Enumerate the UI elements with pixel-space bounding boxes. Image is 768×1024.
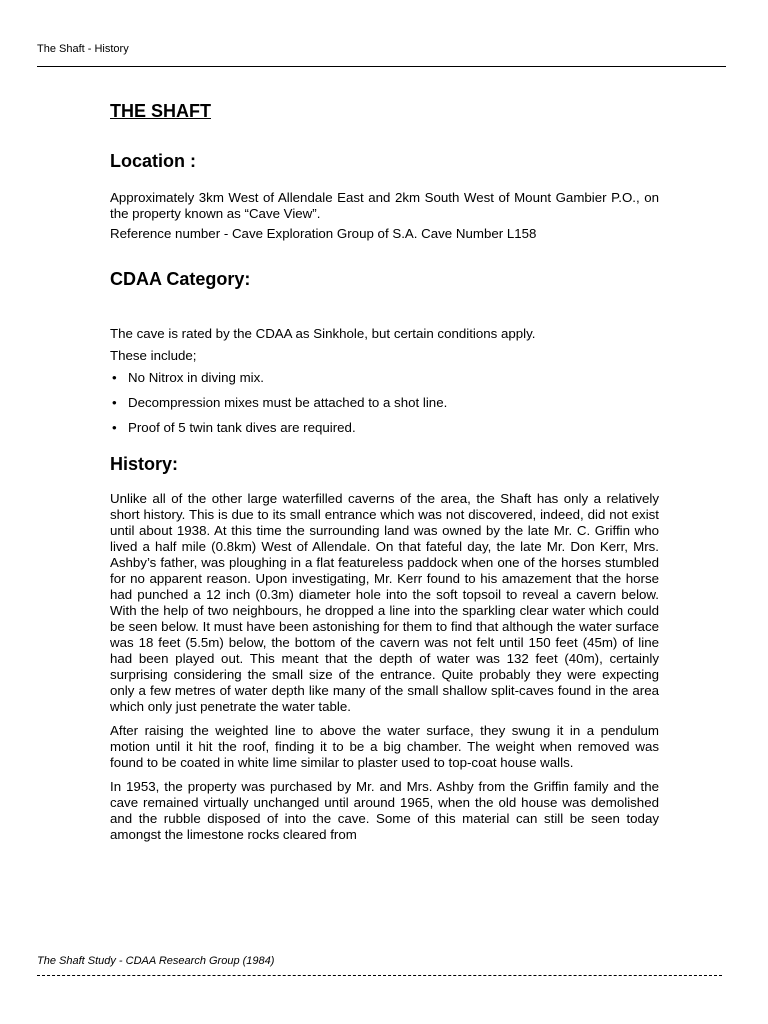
- location-heading: Location :: [110, 151, 196, 171]
- history-paragraph: In 1953, the property was purchased by Mr. and Mrs. Ashby from the Griffin family and the cave remained virtually unchanged until around 1965, when the old house was demolished and the rubble disposed of into the cave. Some of this material can still be seen today amongst the limestone rocks cleared from: [110, 779, 659, 842]
- category-heading: CDAA Category:: [110, 269, 251, 289]
- bullet-icon: •: [112, 420, 117, 435]
- bullet-icon: •: [112, 370, 117, 385]
- history-paragraph: After raising the weighted line to above the water surface, they swung it in a pendulum motion until it hit the roof, finding it to be a big chamber. The weight when removed was found to be coated in white lime similar to plaster used to top-coat house walls.: [110, 723, 659, 770]
- footer-source: The Shaft Study - CDAA Research Group (1984): [37, 955, 275, 967]
- history-paragraph: Unlike all of the other large waterfilled caverns of the area, the Shaft has only a relatively short history. This is due to its small entrance which was not discovered, indeed, did not exist until about 1938. At this time the surrounding land was owned by the late Mr. C. Griffin who lived a half mile (0.8km) West of Allendale. On that fateful day, the late Mr. Don Kerr, Mrs. Ashby’s father, was ploughing in a flat featureless paddock when one of the horses stumbled for no apparent reason. Upon investigating, Mr. Kerr found to his amazement that the horse had punched a 12 inch (0.3m) diameter hole into the soft topsoil to reveal a cavern below. With the help of two neighbours, he dropped a line into the sparkling clear water which could be seen below. It must have been astonishing for them to find that although the water surface was 18 feet (5.5m) below, the bottom of the cavern was not felt until 150 feet (45m) of line had been played out. This meant that the depth of water was 132 feet (40m), certainly surprising considering the small size of the entrance. Quite probably they were expecting only a few metres of water depth like many of the small shallow split-caves found in the area which only just penetrate the water table.: [110, 491, 659, 714]
- category-section: [110, 268, 659, 436]
- list-item: • Decompression mixes must be attached to a shot line.: [112, 395, 448, 410]
- footer-rule: [37, 975, 722, 976]
- document-title: THE SHAFT: [110, 101, 211, 121]
- reference-number: Reference number - Cave Exploration Group of S.A. Cave Number L158: [110, 226, 537, 241]
- conditions-list: [110, 370, 659, 436]
- bullet-icon: •: [112, 395, 117, 410]
- conditions-intro: These include;: [110, 348, 197, 363]
- list-item: • Proof of 5 twin tank dives are required.: [112, 420, 356, 435]
- running-header: The Shaft - History: [37, 43, 129, 55]
- header-rule: [37, 66, 726, 67]
- list-item: • No Nitrox in diving mix.: [112, 370, 264, 385]
- location-paragraph: Approximately 3km West of Allendale East and 2km South West of Mount Gambier P.O., on the property known as “Cave View”.: [110, 190, 659, 221]
- category-paragraph: The cave is rated by the CDAA as Sinkhole, but certain conditions apply.: [110, 326, 536, 341]
- history-heading: History:: [110, 454, 179, 474]
- document-body: [110, 100, 659, 851]
- location-section: [110, 150, 659, 242]
- history-section: [110, 453, 659, 843]
